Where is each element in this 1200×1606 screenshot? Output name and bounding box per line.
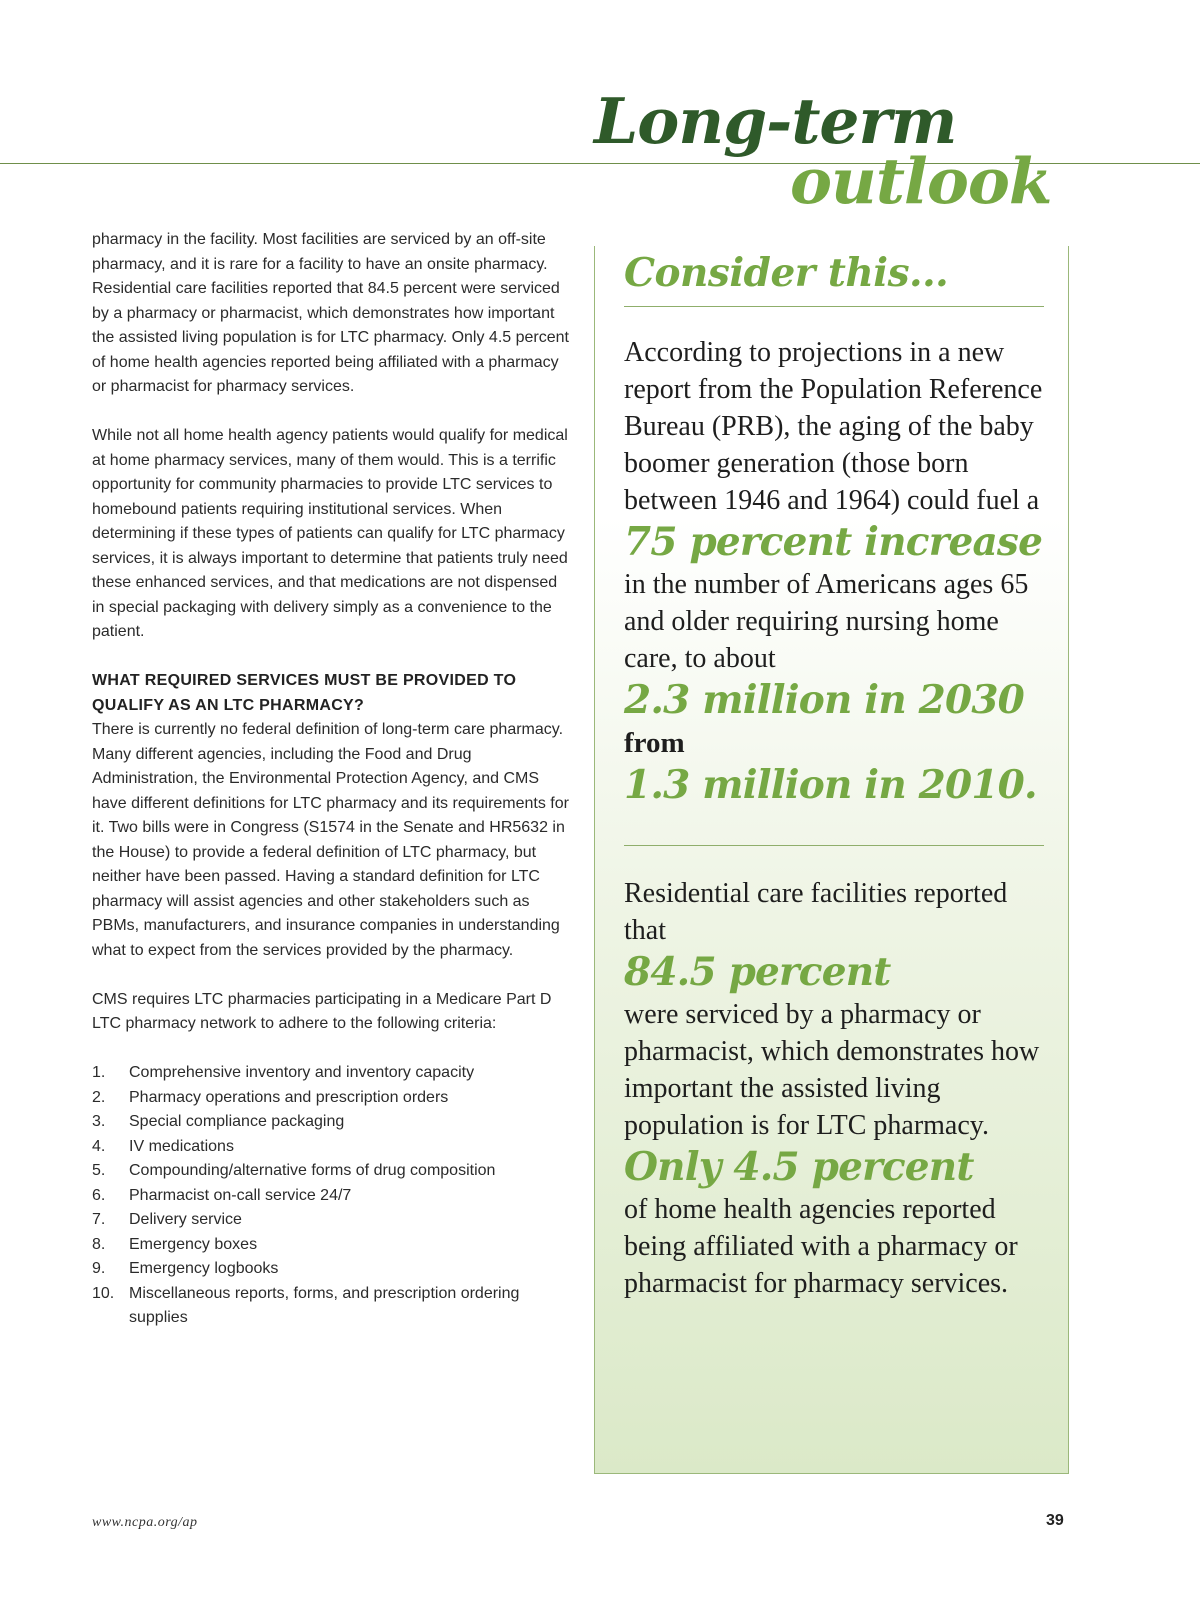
list-number: 1. — [92, 1064, 106, 1081]
list-number: 5. — [92, 1162, 106, 1179]
body-paragraph: While not all home health agency patients would qualify for medical at home pharmacy services, many of them would. This is a terrific opportunity for community pharmacies to provide LTC services to homebound patients requiring institutional services. When determining if these types of patients can qualify for LTC pharmacy services, it is always important to determine that patients truly need these enhanced services, and that medications are not dispensed in special packaging with delivery simply as a convenience to the patient. — [92, 427, 568, 640]
list-item — [92, 1184, 572, 1209]
list-text: Miscellaneous reports, forms, and prescription ordering supplies — [129, 1284, 520, 1326]
list-number: 3. — [92, 1113, 106, 1130]
list-number: 8. — [92, 1235, 106, 1253]
list-number: 4. — [92, 1137, 106, 1155]
list-item — [92, 1257, 572, 1282]
list-item — [92, 1135, 572, 1160]
list-number: 9. — [92, 1260, 106, 1277]
sidebar-text: were serviced by a pharmacy or pharmacist, which demonstrates how important the assisted living population is for LTC pharmacy. — [624, 999, 1040, 1141]
sidebar-highlight: 84.5 percent — [624, 949, 891, 995]
sidebar-text: According to projections in a new report from the Population Reference Bureau (PRB), the aging of the baby boomer generation (those born between 1946 and 1964) could fuel a — [624, 337, 1043, 516]
body-paragraph: There is currently no federal definition of long-term care pharmacy. Many different agencies, including the Food and Drug Administration, the Environmental Protection Agency, and CMS have different definitions for LTC pharmacy and its requirements for it. Two bills were in Congress (S1574 in the Senate and HR5632 in the House) to provide a federal definition of LTC pharmacy, but neither have been passed. Having a standard definition for LTC pharmacy will assist agencies and other stakeholders such as PBMs, manufacturers, and insurance companies in understanding what to expect from the services provided by the pharmacy. — [92, 721, 569, 959]
criteria-list — [92, 1061, 572, 1331]
list-number: 2. — [92, 1088, 106, 1106]
section-heading: WHAT REQUIRED SERVICES MUST BE PROVIDED TO QUALIFY AS AN LTC PHARMACY? — [92, 672, 517, 714]
list-text: Special compliance packaging — [129, 1113, 345, 1130]
sidebar-text: of home health agencies reported being affiliated with a pharmacy or pharmacist for pharmacy services. — [624, 1194, 1018, 1299]
sidebar-text: in the number of Americans ages 65 and older requiring nursing home care, to about — [624, 569, 1029, 674]
sidebar-highlight: 2.3 million in 2030 — [624, 677, 1024, 723]
list-text: Compounding/alternative forms of drug composition — [129, 1162, 496, 1179]
footer-url: www.ncpa.org/ap — [92, 1515, 198, 1530]
page-subtitle: outlook — [790, 144, 1052, 218]
body-paragraph: pharmacy in the facility. Most facilities are serviced by an off-site pharmacy, and it is rare for a facility to have an onsite pharmacy. Residential care facilities reported that 84.5 percent were serviced by a pharmacy or pharmacist, which demonstrates how important the assisted living population is for LTC pharmacy. Only 4.5 percent of home health agencies reported being affiliated with a pharmacy or pharmacist for pharmacy services. — [92, 231, 569, 395]
list-text: Pharmacist on-call service 24/7 — [129, 1186, 352, 1204]
list-item — [92, 1208, 572, 1233]
sidebar-heading: Consider this... — [624, 250, 949, 296]
sidebar-text: from — [624, 727, 685, 759]
list-number: 10. — [92, 1284, 115, 1302]
list-item — [92, 1233, 572, 1258]
page-number: 39 — [1046, 1512, 1064, 1529]
sidebar-content — [624, 246, 1044, 1302]
list-text: Emergency logbooks — [129, 1260, 279, 1277]
list-item — [92, 1282, 572, 1331]
list-number: 6. — [92, 1186, 106, 1204]
consider-this-sidebar — [594, 246, 1069, 1474]
list-item — [92, 1086, 572, 1111]
list-text: Pharmacy operations and prescription orders — [129, 1088, 449, 1106]
page-title: Long-term — [594, 84, 957, 158]
list-number: 7. — [92, 1211, 106, 1228]
body-paragraph: CMS requires LTC pharmacies participating in a Medicare Part D LTC pharmacy network to adhere to the following criteria: — [92, 990, 552, 1032]
list-item — [92, 1110, 572, 1135]
list-text: Delivery service — [129, 1211, 242, 1228]
list-text: Comprehensive inventory and inventory capacity — [129, 1064, 475, 1081]
list-text: Emergency boxes — [129, 1235, 258, 1253]
list-text: IV medications — [129, 1137, 234, 1155]
sidebar-highlight: Only 4.5 percent — [624, 1144, 974, 1190]
list-item — [92, 1061, 572, 1086]
sidebar-text: Residential care facilities reported that — [624, 878, 1008, 946]
sidebar-highlight: 75 percent increase — [624, 519, 1043, 565]
sidebar-highlight: 1.3 million in 2010. — [624, 762, 1037, 808]
list-item — [92, 1159, 572, 1184]
body-column — [92, 228, 572, 1331]
